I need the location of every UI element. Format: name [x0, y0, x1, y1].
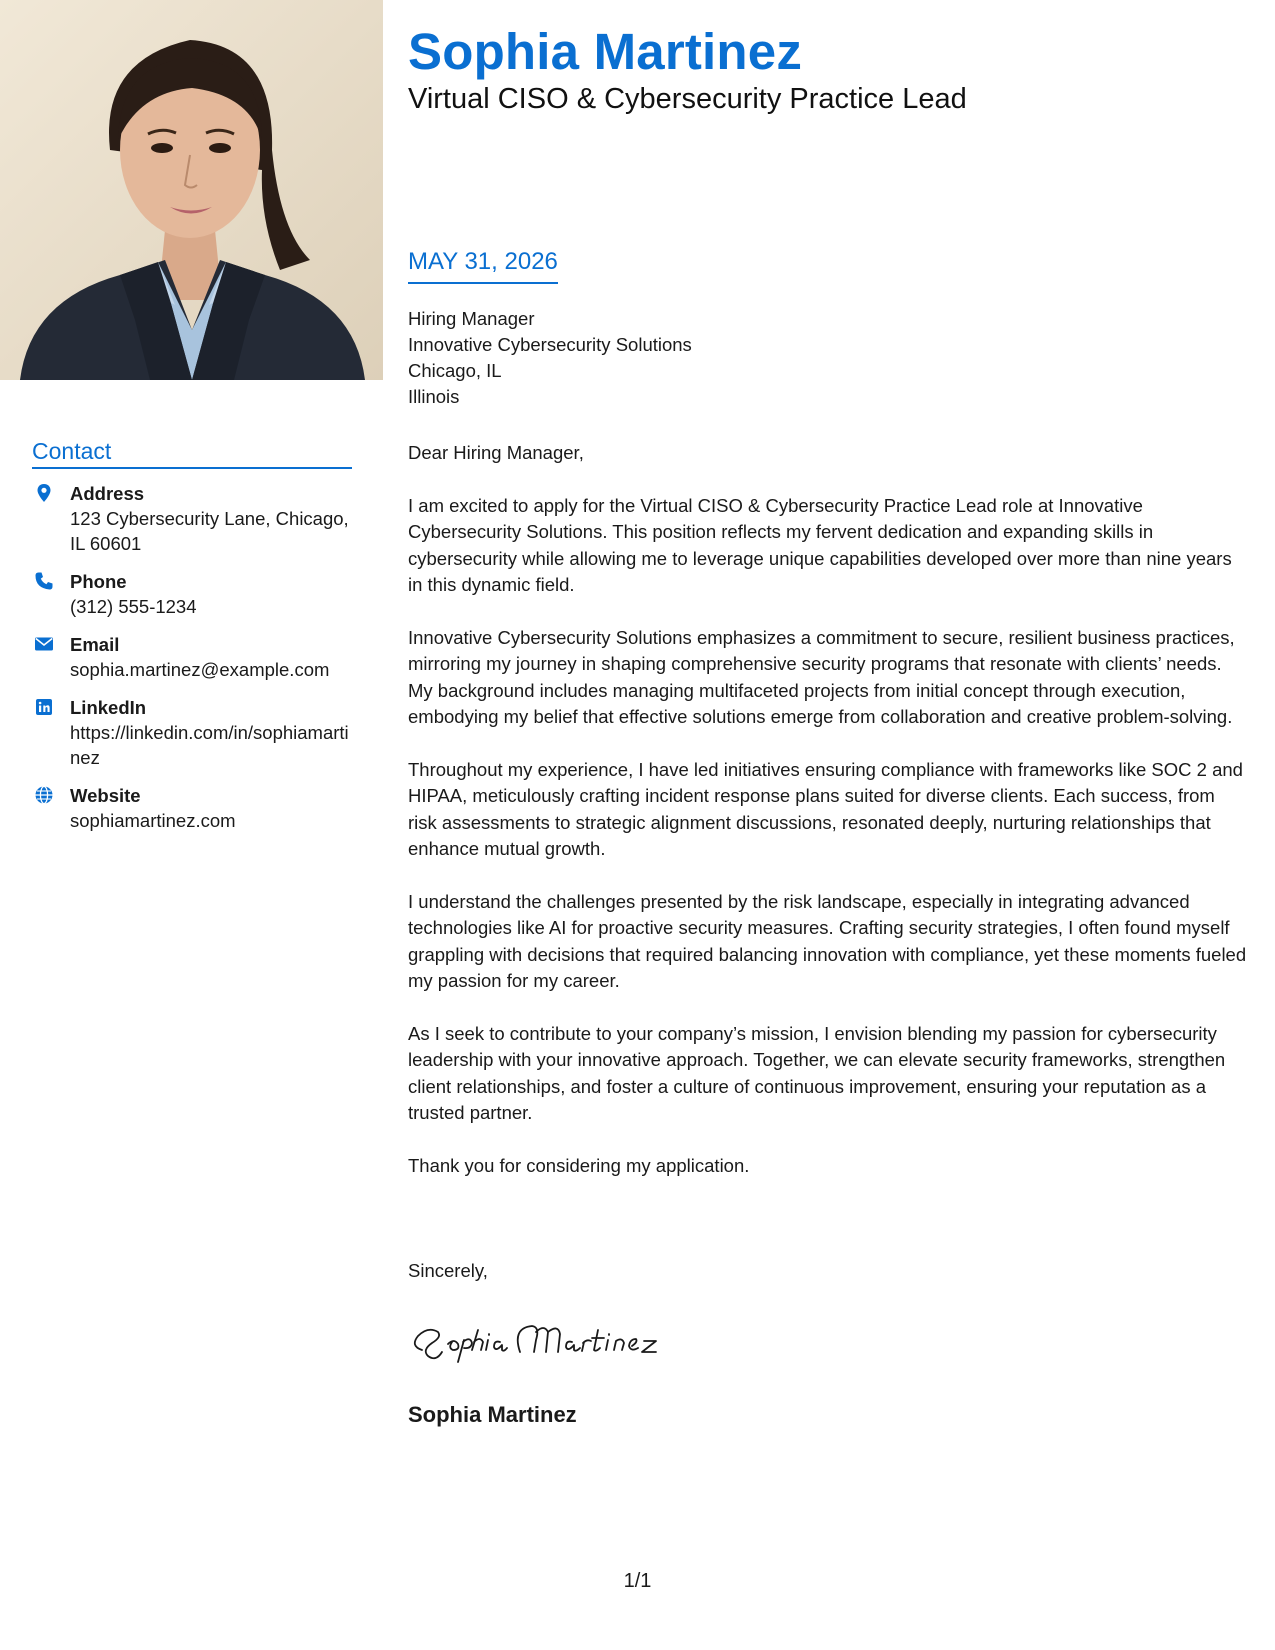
- letter-paragraph: Thank you for considering my application.: [408, 1154, 750, 1176]
- contact-label: Website: [70, 785, 141, 806]
- portrait-illustration: [0, 0, 383, 380]
- linkedin-value[interactable]: https://linkedin.com/in/sophiamartinez: [70, 722, 349, 768]
- contact-phone: [32, 569, 352, 619]
- recipient-line: Chicago, IL: [408, 360, 502, 381]
- letter-paragraph: I understand the challenges presented by the risk landscape, especially in integrating advanced technologies like AI for proactive security measures. Crafting security strategies, I often found myself grappling with decisions that required balancing innovation with compliance, yet these moments fueled my passion for my career.: [408, 890, 1247, 991]
- globe-icon: [34, 785, 54, 805]
- location-pin-icon: [34, 483, 54, 503]
- contact-label: Email: [70, 634, 120, 655]
- linkedin-icon: [34, 697, 54, 717]
- contact-address: [32, 481, 352, 556]
- letter-paragraph: Throughout my experience, I have led initiatives ensuring compliance with frameworks like SOC 2 and HIPAA, meticulously crafting incident response plans suited for diverse clients. Each success, from risk assessments to strategic alignment discussions, resonated deeply, nurturing relationships that enhance mutual growth.: [408, 758, 1243, 859]
- contact-label: Phone: [70, 571, 127, 592]
- profile-photo: [0, 0, 383, 380]
- email-icon: [34, 634, 54, 654]
- recipient-line: Hiring Manager: [408, 308, 535, 329]
- letter-paragraph: I am excited to apply for the Virtual CISO & Cybersecurity Practice Lead role at Innovative Cybersecurity Solutions. This position reflects my fervent dedication and expanding skills in cybersecurity while allowing me to leverage unique capabilities developed over more than nine years in this dynamic field.: [408, 494, 1232, 595]
- letter-paragraph: As I seek to contribute to your company’s mission, I envision blending my passion for cybersecurity leadership with your innovative approach. Together, we can elevate security frameworks, strengthen client relationships, and foster a culture of continuous improvement, ensuring your reputation as a trusted partner.: [408, 1022, 1226, 1123]
- job-title: Virtual CISO & Cybersecurity Practice Lead: [408, 83, 967, 115]
- contact-website: [32, 783, 352, 833]
- contact-label: LinkedIn: [70, 697, 147, 718]
- phone-icon: [34, 571, 54, 591]
- salutation: Dear Hiring Manager,: [408, 442, 584, 463]
- contact-section: [32, 438, 352, 846]
- signer-name: Sophia Martinez: [408, 1402, 577, 1427]
- contact-email: [32, 632, 352, 682]
- website-value[interactable]: sophiamartinez.com: [70, 810, 236, 831]
- email-value[interactable]: sophia.martinez@example.com: [70, 659, 330, 680]
- letter-body: [408, 440, 1248, 1205]
- closing: Sincerely,: [408, 1260, 488, 1281]
- handwritten-signature: [408, 1310, 678, 1370]
- recipient-block: [408, 306, 692, 410]
- contact-heading: Contact: [32, 438, 352, 469]
- applicant-name: Sophia Martinez: [408, 23, 803, 80]
- recipient-line: Innovative Cybersecurity Solutions: [408, 334, 692, 355]
- recipient-line: Illinois: [408, 386, 460, 407]
- phone-value[interactable]: (312) 555-1234: [70, 596, 197, 617]
- page-number: 1/1: [623, 1570, 652, 1592]
- contact-label: Address: [70, 483, 145, 504]
- address-value: 123 Cybersecurity Lane, Chicago, IL 60601: [70, 508, 349, 554]
- letter-date: MAY 31, 2026: [408, 248, 558, 284]
- contact-linkedin: [32, 695, 352, 770]
- letter-paragraph: Innovative Cybersecurity Solutions emphasizes a commitment to secure, resilient business practices, mirroring my journey in shaping comprehensive security programs that resonate with clients’ needs. My background includes managing multifaceted projects from initial concept through execution, embodying my belief that effective solutions emerge from collaboration and creative problem-solving.: [408, 626, 1235, 727]
